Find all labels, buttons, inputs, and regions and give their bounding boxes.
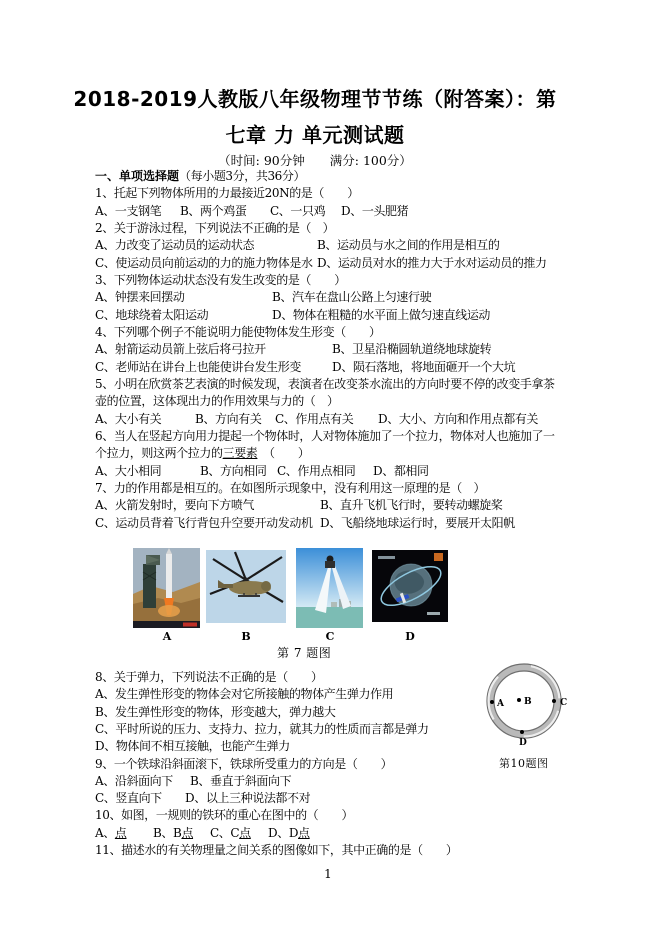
question-6-line2 — [95, 446, 577, 461]
question-11 — [95, 843, 577, 858]
question7-figure-c-jetpack — [296, 548, 363, 628]
text-segment: 2、关于游泳过程，下列说法不正确的是（ ） — [95, 221, 335, 235]
text-segment: A、钟摆来回摆动 — [95, 290, 185, 304]
text-segment: D、都相同 — [373, 464, 429, 478]
text-segment: B、卫星沿椭圆轨道绕地球旋转 — [332, 342, 492, 356]
text-segment: A、沿斜面向下 — [95, 774, 173, 788]
text-segment: D、物体间不相互接触，也能产生弹力 — [95, 739, 290, 753]
text-segment: A、火箭发射时，要向下方喷气 — [95, 498, 255, 512]
question-4-options-cd — [95, 360, 577, 375]
text-segment: 8、关于弹力，下列说法不正确的是（ ） — [95, 670, 323, 684]
question-2 — [95, 221, 577, 236]
text-segment: 4、下列哪个例子不能说明力能使物体发生形变（ ） — [95, 325, 381, 339]
ring-point-a-label: A — [497, 699, 504, 709]
question-7-options-ab — [95, 498, 577, 513]
figure-b-label: B — [241, 630, 251, 643]
text-segment: C、平时所说的压力、支持力、拉力，就其力的性质而言都是弹力 — [95, 722, 429, 736]
question-9-options-cd — [95, 791, 577, 806]
question-6-line1 — [95, 429, 577, 444]
section-heading — [95, 169, 577, 184]
question10-figure-caption: 第10题图 — [499, 757, 549, 770]
text-segment: B、垂直于斜面向下 — [190, 774, 292, 788]
text-segment: 1、托起下列物体所用的力最接近20N的是（ ） — [95, 186, 359, 200]
text-segment: C、地球绕着太阳运动 — [95, 308, 209, 322]
text-segment: B、方向相同 — [200, 464, 267, 478]
text-segment: B、方向有关 — [195, 412, 262, 426]
question-6-options — [95, 464, 577, 479]
question-5-options — [95, 412, 577, 427]
text-segment: A、射箭运动员箭上弦后将弓拉开 — [95, 342, 266, 356]
question10-ring-figure — [470, 647, 580, 757]
text-segment: C、一只鸡 — [270, 204, 326, 218]
text-segment: D、D点 — [268, 826, 310, 840]
ring-point-b-label: B — [524, 697, 532, 707]
text-segment: A、点 — [95, 826, 127, 840]
page-title-line2: 七章 力 单元测试题 — [225, 123, 405, 147]
question-2-options-ab — [95, 238, 577, 253]
text-segment: B、两个鸡蛋 — [180, 204, 247, 218]
text-segment: D、以上三种说法都不对 — [185, 791, 311, 805]
question-10-options — [95, 826, 577, 841]
ring-point-d-label: D — [519, 738, 527, 748]
question-1-options — [95, 204, 577, 219]
question7-figure-d-spacecraft — [372, 550, 448, 622]
text-segment: C、老师站在讲台上也能使讲台发生形变 — [95, 360, 301, 374]
text-segment: D、飞船绕地球运行时，要展开太阳帆 — [320, 516, 515, 530]
figure-d-label: D — [405, 630, 415, 643]
text-segment: A、大小有关 — [95, 412, 162, 426]
text-segment: B、汽车在盘山公路上匀速行驶 — [272, 290, 432, 304]
text-segment: B、B点 — [153, 826, 194, 840]
text-segment: 壶的位置，这体现出力的作用效果与力的（ ） — [95, 394, 339, 408]
text-segment: D、一头肥猪 — [341, 204, 409, 218]
text-segment: 一、单项选择题（每小题3分，共36分） — [95, 169, 306, 183]
text-segment: 3、下列物体运动状态没有发生改变的是（ ） — [95, 273, 346, 287]
text-segment: D、运动员对水的推力大于水对运动员的推力 — [317, 256, 547, 270]
text-segment: C、作用点有关 — [275, 412, 354, 426]
question-5-line1 — [95, 377, 577, 392]
question-3-options-ab — [95, 290, 577, 305]
text-segment: A、大小相同 — [95, 464, 162, 478]
text-segment: 6、当人在竖起方向用力提起一个物体时，人对物体施加了一个拉力，物体对人也施加了一 — [95, 429, 555, 443]
text-segment: 7、力的作用都是相互的。在如图所示现象中，没有利用这一原理的是（ ） — [95, 481, 486, 495]
question7-figure-b-helicopter — [206, 550, 286, 623]
question7-figure-a-rocket — [133, 548, 200, 628]
text-segment: 9、一个铁球沿斜面滚下，铁球所受重力的方向是（ ） — [95, 757, 393, 771]
question7-figure-caption: 第 7 题图 — [277, 646, 332, 660]
question-7 — [95, 481, 577, 496]
page-number: 1 — [324, 867, 332, 881]
text-segment: D、物体在粗糙的水平面上做匀速直线运动 — [272, 308, 491, 322]
text-segment: 5、小明在欣赏茶艺表演的时候发现，表演者在改变茶水流出的方向时要不停的改变手拿茶 — [95, 377, 555, 391]
text-segment: D、陨石落地，将地面砸开一个大坑 — [332, 360, 516, 374]
question-4 — [95, 325, 577, 340]
question-10 — [95, 808, 577, 823]
text-segment: A、力改变了运动员的运动状态 — [95, 238, 255, 252]
ring-point-c-label: C — [560, 698, 568, 708]
page-title-line1: 2018-2019人教版八年级物理节节练（附答案）：第 — [73, 87, 557, 111]
question-9-options-ab — [95, 774, 577, 789]
question-3-options-cd — [95, 308, 577, 323]
text-segment: 10、如图，一规则的铁环的重心在图中的（ ） — [95, 808, 354, 822]
text-segment: C、运动员背着飞行背包升空要开动发动机 — [95, 516, 313, 530]
text-segment: B、发生弹性形变的物体，形变越大，弹力越大 — [95, 705, 336, 719]
text-segment: A、发生弹性形变的物体会对它所接触的物体产生弹力作用 — [95, 687, 394, 701]
time-and-score-line: （时间: 90分钟 满分: 100分） — [218, 153, 412, 168]
text-segment: B、运动员与水之间的作用是相互的 — [317, 238, 500, 252]
question-5-line2 — [95, 394, 577, 409]
question-3 — [95, 273, 577, 288]
question-1 — [95, 186, 577, 201]
figure-c-label: C — [325, 630, 335, 643]
text-segment: C、竖直向下 — [95, 791, 162, 805]
text-segment: 个拉力，则这两个拉力的三要素 （ ） — [95, 446, 310, 460]
text-segment: B、直升飞机飞行时，要转动螺旋桨 — [320, 498, 503, 512]
text-segment: C、使运动员向前运动的力的施力物体是水 — [95, 256, 313, 270]
figure-a-label: A — [162, 630, 172, 643]
text-segment: C、C点 — [210, 826, 251, 840]
question-7-options-cd — [95, 516, 577, 531]
text-segment: A、一支钢笔 — [95, 204, 162, 218]
question-4-options-ab — [95, 342, 577, 357]
text-segment: C、作用点相同 — [277, 464, 356, 478]
question-2-options-cd — [95, 256, 577, 271]
text-segment: D、大小、方向和作用点都有关 — [378, 412, 539, 426]
text-segment: 11、描述水的有关物理量之间关系的图像如下，其中正确的是（ ） — [95, 843, 458, 857]
